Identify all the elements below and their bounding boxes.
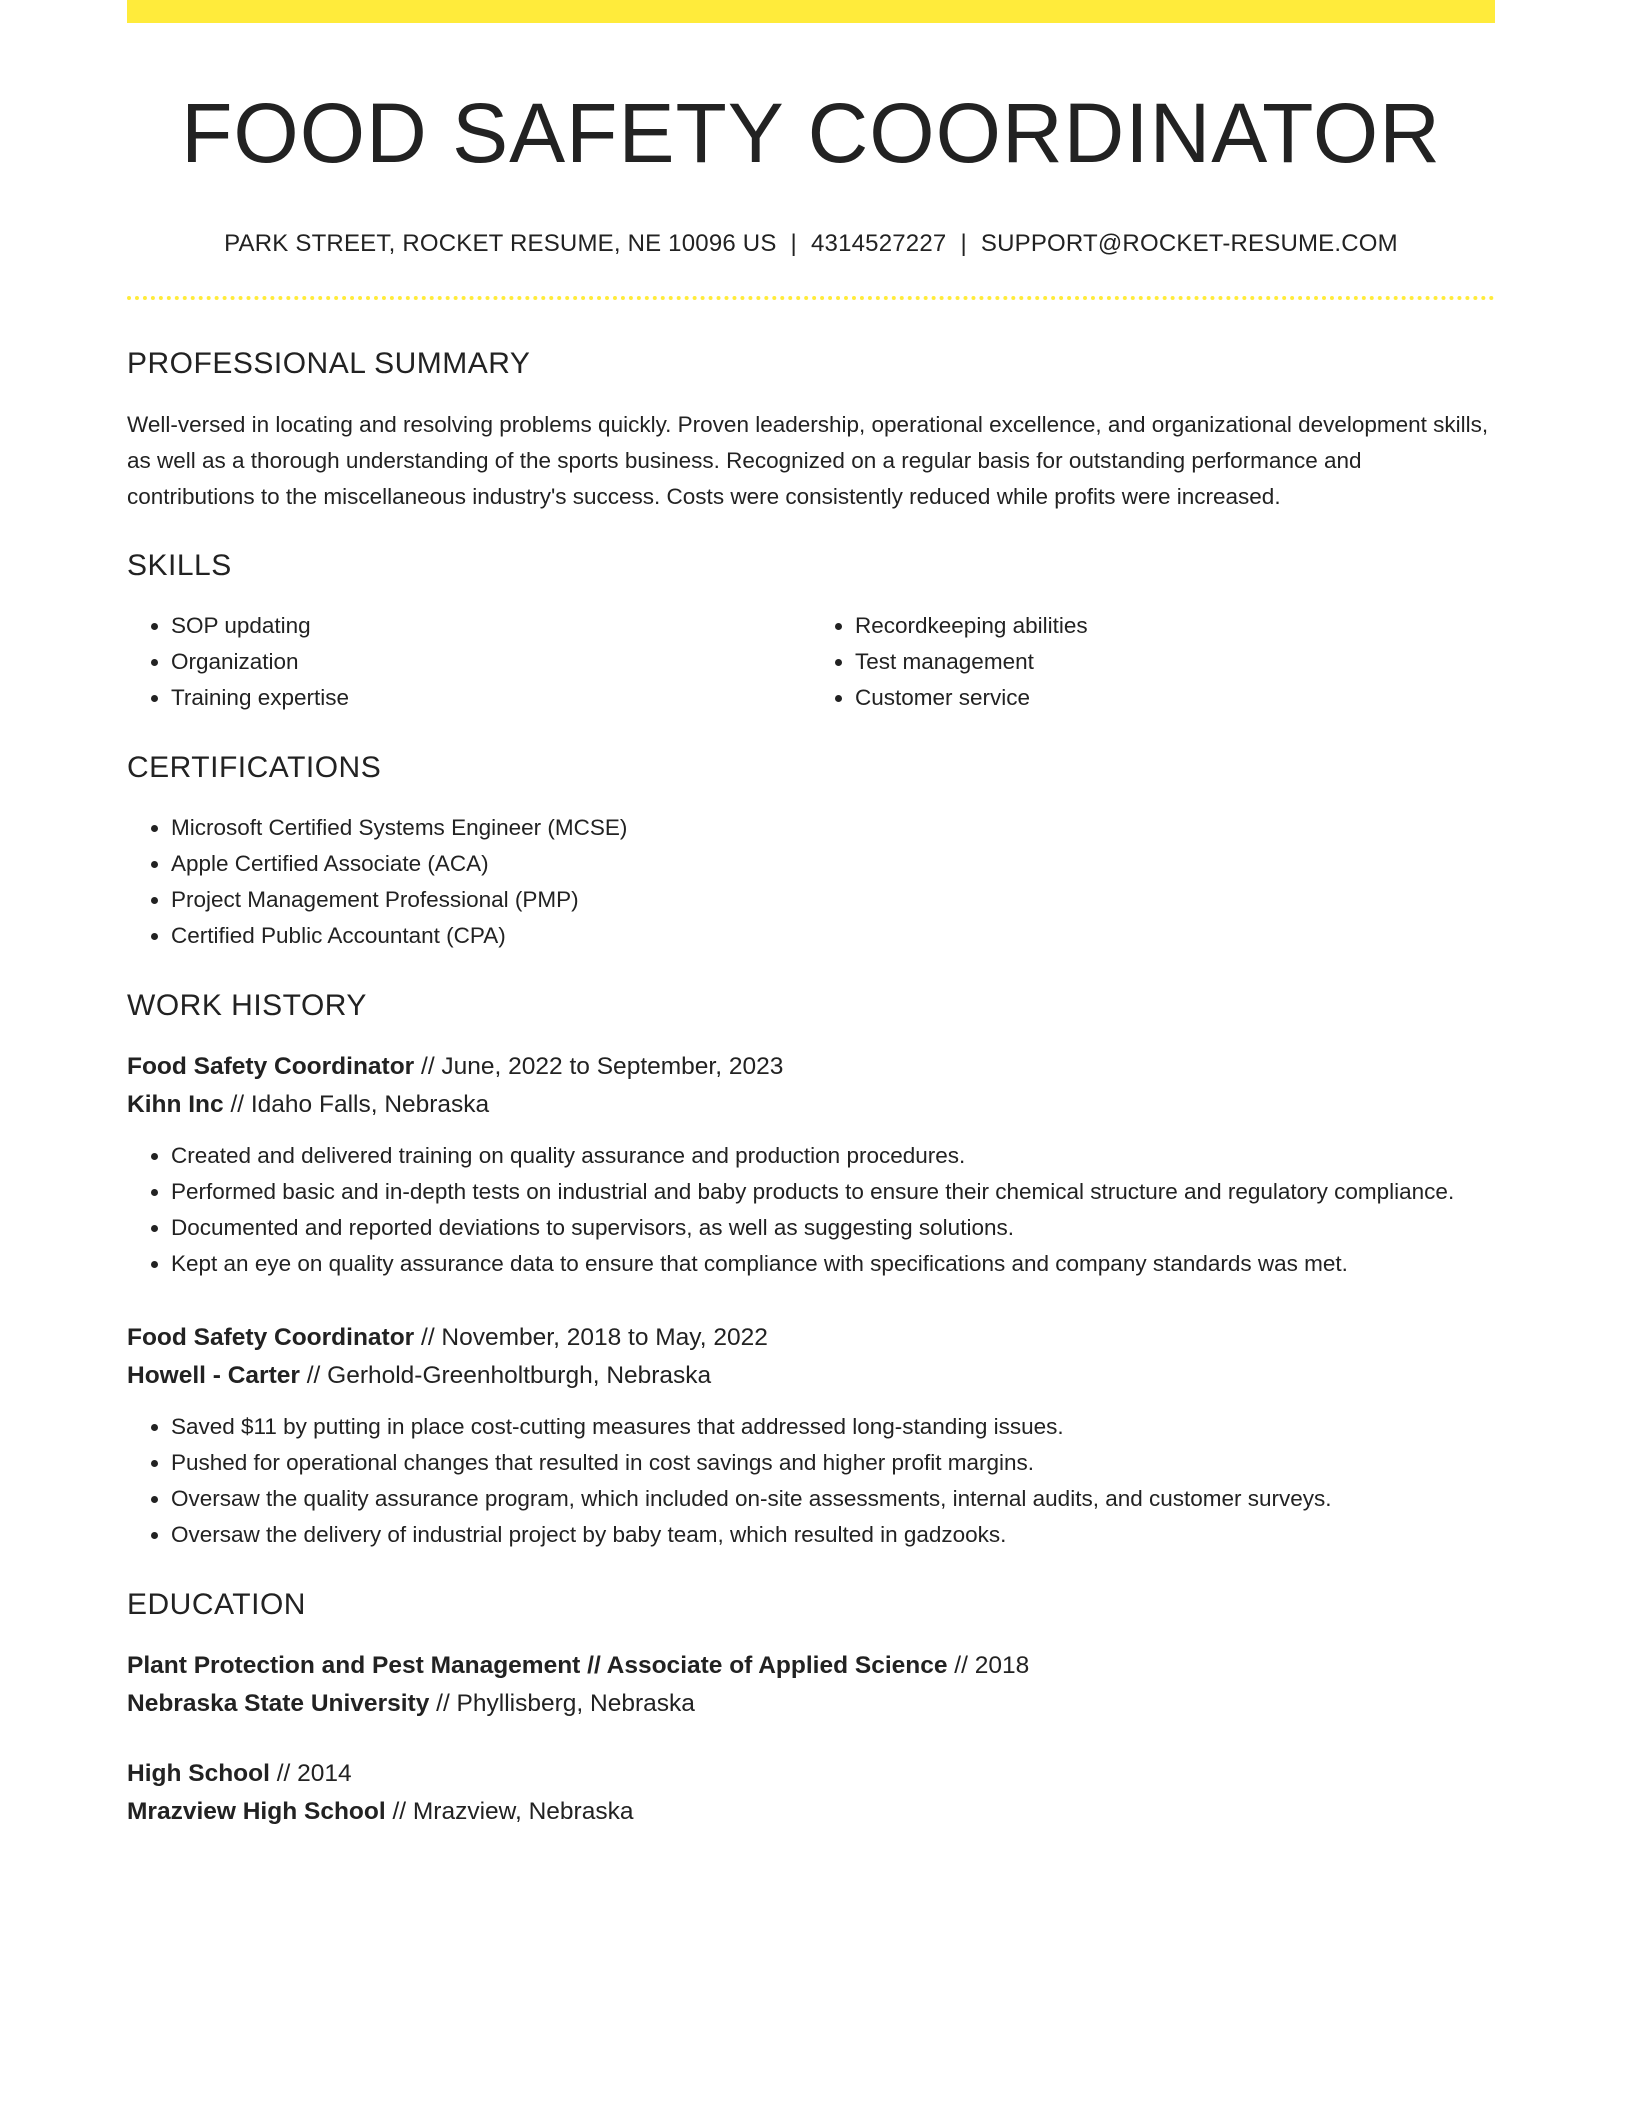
job-dates: // November, 2018 to May, 2022 [414,1323,768,1351]
education-entry [127,1755,1495,1831]
education-school-line [127,1685,1495,1723]
job-role-line [127,1319,1495,1357]
top-accent-bar [127,0,1495,23]
education-degree: Plant Protection and Pest Management // Associate of Applied Science [127,1651,948,1679]
contact-separator: | [790,229,797,257]
certification-item: • Certified Public Accountant (CPA) [171,918,1495,954]
job-company-line [127,1086,1495,1124]
job-bullets [127,1409,1495,1553]
education-year: // 2014 [269,1759,352,1787]
education-school: Mrazview High School [127,1797,386,1825]
education-location: // Phyllisberg, Nebraska [429,1689,695,1717]
job-company: Howell - Carter [127,1361,300,1389]
job-bullet: • Created and delivered training on quality assurance and production procedures. [171,1138,1495,1174]
skills-grid [127,608,1495,716]
job-bullet: • Saved $11 by putting in place cost-cutting measures that addressed long-standing issues. [171,1409,1495,1445]
education-entry [127,1647,1495,1723]
job-header [127,1319,1495,1395]
job-header [127,1048,1495,1124]
job-location: // Idaho Falls, Nebraska [223,1090,490,1118]
certification-item: • Project Management Professional (PMP) [171,882,1495,918]
work-history-heading: WORK HISTORY [127,988,367,1022]
job-bullet: • Oversaw the delivery of industrial project by baby team, which resulted in gadzooks. [171,1517,1495,1553]
skill-item: • Test management [855,644,1495,680]
resume-page [127,0,1495,1831]
job-role: Food Safety Coordinator [127,1323,415,1351]
skills-heading: SKILLS [127,548,232,582]
contact-line [127,230,1495,258]
job-role-line [127,1048,1495,1086]
summary-text: Well-versed in locating and resolving problems quickly. Proven leadership, operational excellence, and organizational development skills, as well as a thorough understanding of the sports business. Recognized on a regular basis for outstanding performance and contributions to the miscellaneous industry's success. Costs were consistently reduced while profits were increased. [127,411,1489,509]
education-degree-line [127,1755,1495,1793]
education-school-line [127,1793,1495,1831]
skill-item: • Organization [171,644,811,680]
job-bullet: • Performed basic and in-depth tests on industrial and baby products to ensure their chemical structure and regulatory compliance. [171,1174,1495,1210]
contact-email: SUPPORT@ROCKET-RESUME.COM [980,229,1398,257]
education-location: // Mrazview, Nebraska [385,1797,634,1825]
education-degree: High School [127,1759,270,1787]
dotted-divider [127,296,1495,300]
job-company-line [127,1357,1495,1395]
job-bullet: • Documented and reported deviations to supervisors, as well as suggesting solutions. [171,1210,1495,1246]
education-year: // 2018 [947,1651,1030,1679]
job-bullet: • Oversaw the quality assurance program, which included on-site assessments, internal audits, and customer surveys. [171,1481,1495,1517]
job-bullet: • Pushed for operational changes that resulted in cost savings and higher profit margins. [171,1445,1495,1481]
summary-heading: PROFESSIONAL SUMMARY [127,346,531,380]
skill-item: • SOP updating [171,608,811,644]
skill-item: • Training expertise [171,680,811,716]
certifications-heading: CERTIFICATIONS [127,750,382,784]
education-heading: EDUCATION [127,1587,306,1621]
skills-left-list [127,608,811,716]
education-school: Nebraska State University [127,1689,430,1717]
job-bullet: • Kept an eye on quality assurance data to ensure that compliance with specifications and company standards was met. [171,1246,1495,1282]
job-dates: // June, 2022 to September, 2023 [414,1052,784,1080]
skills-right-list [811,608,1495,716]
job-location: // Gerhold-Greenholtburgh, Nebraska [299,1361,712,1389]
skill-item: • Customer service [855,680,1495,716]
resume-name-title: FOOD SAFETY COORDINATOR [181,86,1441,180]
education-degree-line [127,1647,1495,1685]
certifications-list [127,810,1495,954]
contact-phone: 4314527227 [810,229,947,257]
certification-item: • Microsoft Certified Systems Engineer (MCSE) [171,810,1495,846]
skill-item: • Recordkeeping abilities [855,608,1495,644]
job-company: Kihn Inc [127,1090,224,1118]
job-role: Food Safety Coordinator [127,1052,415,1080]
job-bullets [127,1138,1495,1282]
contact-address: PARK STREET, ROCKET RESUME, NE 10096 US [224,229,777,257]
contact-separator: | [960,229,967,257]
certification-item: • Apple Certified Associate (ACA) [171,846,1495,882]
